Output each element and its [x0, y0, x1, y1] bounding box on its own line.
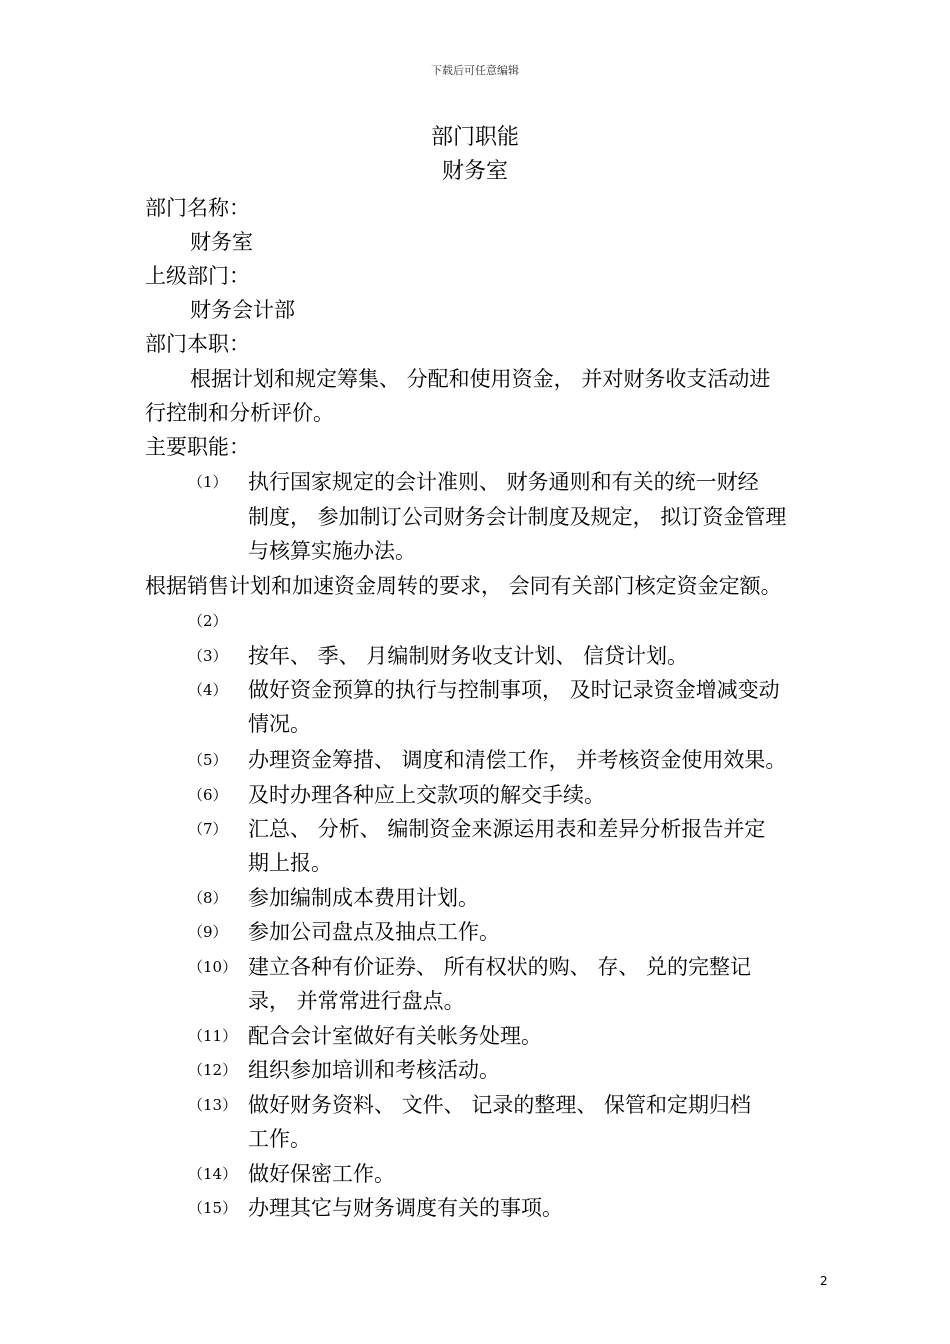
item-number: （15）	[188, 1199, 238, 1217]
item-number: （1）	[188, 473, 228, 491]
item-number: （9）	[188, 923, 228, 941]
item-number: （7）	[188, 820, 228, 838]
item-text: 按年、 季、 月编制财务收支计划、 信贷计划。	[248, 644, 689, 668]
dept-duty-text-line-1: 根据计划和规定筹集、 分配和使用资金， 并对财务收支活动进	[190, 367, 771, 391]
item-text: 配合会计室做好有关帐务处理。	[248, 1024, 542, 1048]
item-number: （8）	[188, 889, 228, 907]
main-functions-label: 主要职能：	[145, 435, 250, 459]
page-number: 2	[820, 1274, 828, 1288]
item-number: （14）	[188, 1165, 238, 1183]
item-number: （10）	[188, 958, 238, 976]
item-text: 办理资金筹措、 调度和清偿工作， 并考核资金使用效果。	[248, 748, 787, 772]
item-text: 做好保密工作。	[248, 1162, 395, 1186]
item-text: 做好财务资料、 文件、 记录的整理、 保管和定期归档	[248, 1093, 752, 1117]
document-subtitle: 财务室	[441, 159, 508, 184]
item-number: （12）	[188, 1061, 238, 1079]
parent-dept-label: 上级部门：	[145, 264, 250, 288]
page-header-note: 下载后可任意编辑	[431, 64, 519, 77]
item-text: 参加公司盘点及抽点工作。	[248, 920, 500, 944]
item-number: （13）	[188, 1096, 238, 1114]
dept-duty-text-line-2: 行控制和分析评价。	[145, 401, 334, 425]
item-text: 制度， 参加制订公司财务会计制度及规定， 拟订资金管理	[248, 505, 787, 529]
item-number: （2）	[188, 612, 228, 630]
item-text: 建立各种有价证券、 所有权状的购、 存、 兑的完整记	[248, 955, 752, 979]
item-text: 期上报。	[248, 851, 332, 875]
item-text: 录， 并常常进行盘点。	[248, 989, 465, 1013]
dept-name-label: 部门名称：	[145, 196, 250, 220]
item-number: （11）	[188, 1027, 238, 1045]
item-text: 汇总、 分析、 编制资金来源运用表和差异分析报告并定	[248, 817, 766, 841]
dept-duty-label: 部门本职：	[145, 332, 250, 356]
item-text: 及时办理各种应上交款项的解交手续。	[248, 783, 605, 807]
loose-paragraph-line: 根据销售计划和加速资金周转的要求， 会同有关部门核定资金定额。	[145, 574, 782, 598]
item-number: （6）	[188, 786, 228, 804]
item-text: 与核算实施办法。	[248, 539, 416, 563]
item-text: 做好资金预算的执行与控制事项， 及时记录资金增减变动	[248, 678, 780, 702]
item-text: 参加编制成本费用计划。	[248, 886, 479, 910]
parent-dept-value: 财务会计部	[190, 298, 295, 322]
item-text: 执行国家规定的会计准则、 财务通则和有关的统一财经	[248, 470, 759, 494]
item-number: （3）	[188, 647, 228, 665]
item-text: 办理其它与财务调度有关的事项。	[248, 1196, 563, 1220]
item-number: （4）	[188, 681, 228, 699]
item-number: （5）	[188, 751, 228, 769]
document-title: 部门职能	[430, 125, 519, 150]
item-text: 情况。	[248, 712, 311, 736]
dept-name-value: 财务室	[190, 230, 253, 254]
item-text: 工作。	[248, 1127, 311, 1151]
item-text: 组织参加培训和考核活动。	[248, 1058, 500, 1082]
